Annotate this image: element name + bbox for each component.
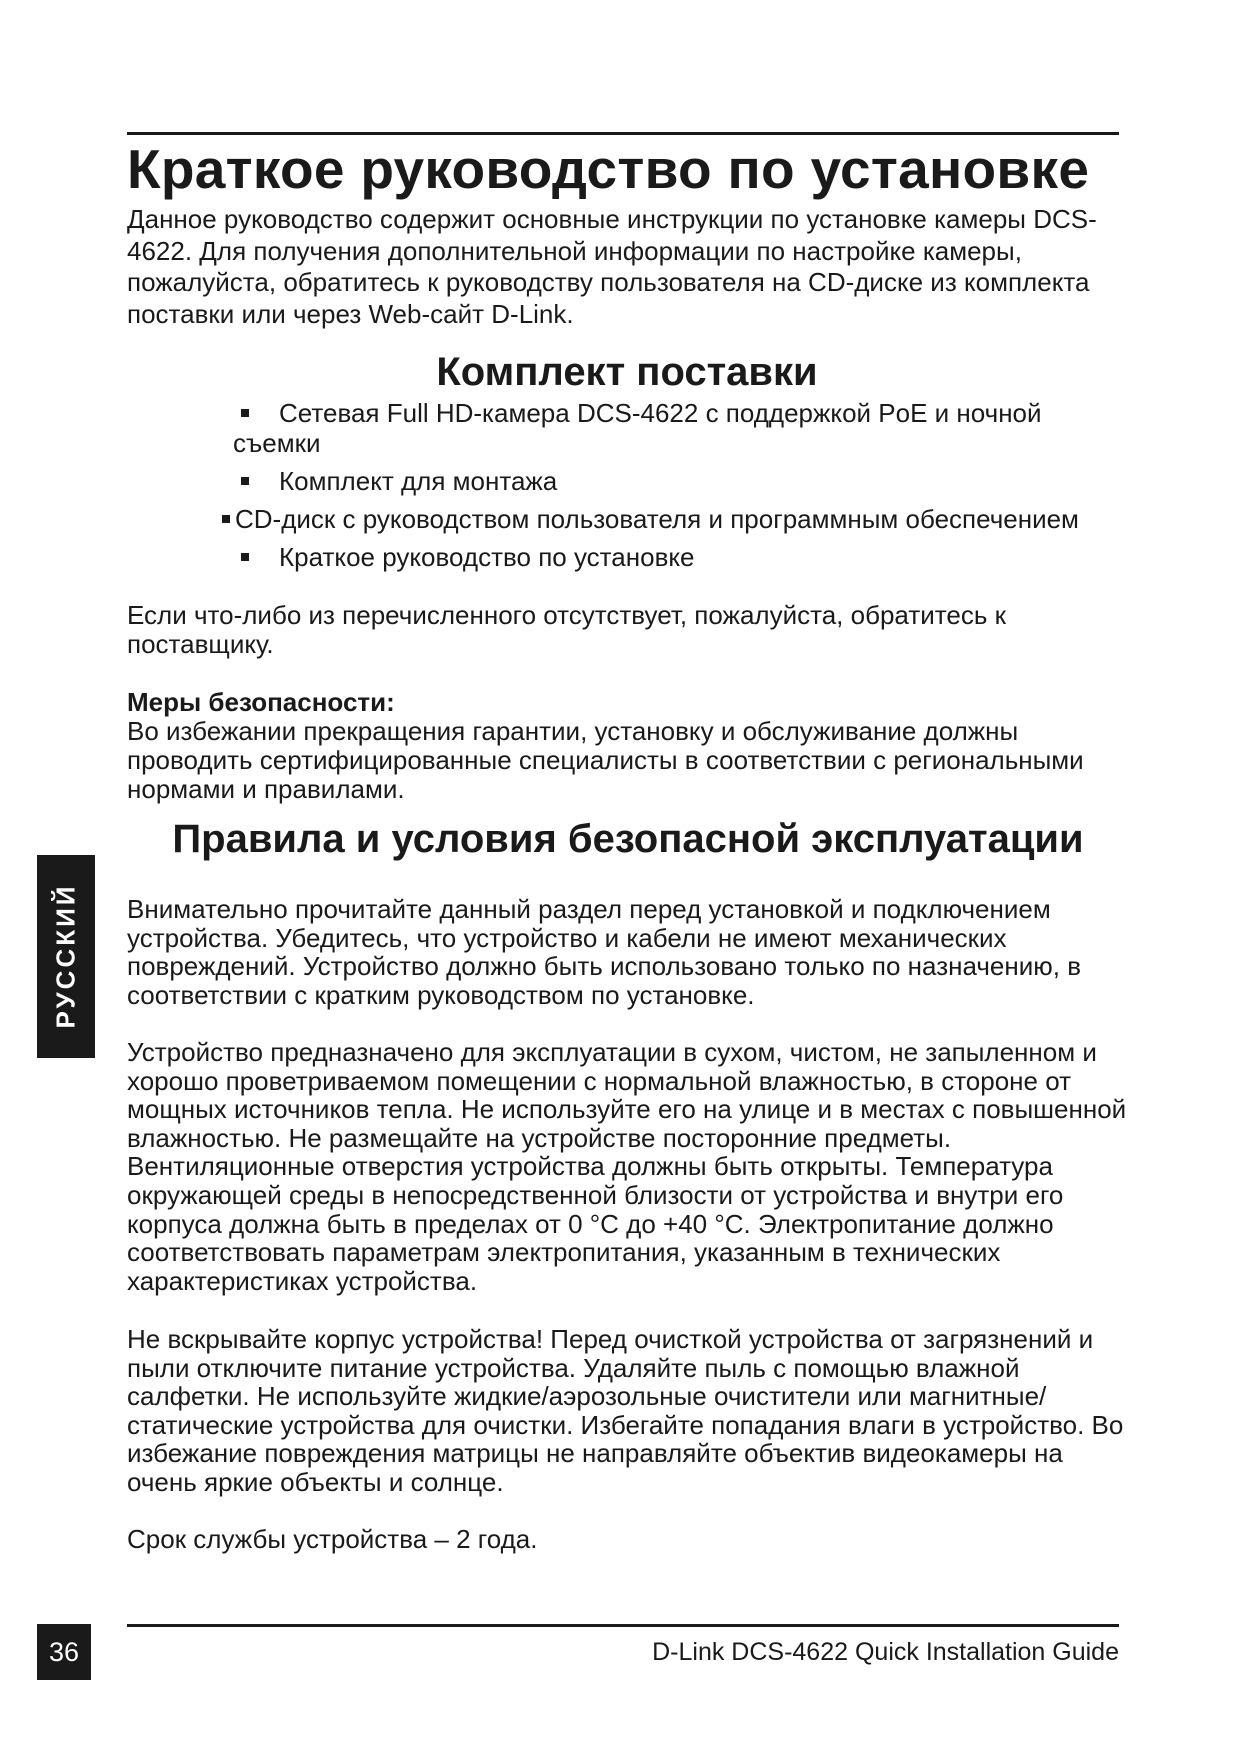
bullet-icon: [241, 553, 249, 561]
list-item-text: съемки: [233, 428, 321, 458]
language-tab-label: РУССКИЙ: [50, 883, 81, 1029]
intro-paragraph: Данное руководство содержит основные инструкции по установке камеры DCS-4622. Для получения дополнительной информации по настройке камеры, пожалуйста, обратитесь к руководству пользователя на CD-диске из комплекта поставки или через Web-сайт D-Link.: [127, 204, 1097, 329]
rules-heading: Правила и условия безопасной эксплуатации: [172, 817, 1084, 861]
top-rule: [127, 132, 1119, 135]
package-heading: Комплект поставки: [436, 350, 818, 394]
service-life-note: Срок службы устройства – 2 года.: [127, 1524, 538, 1554]
language-tab: [37, 855, 95, 1058]
list-item-text: Сетевая Full HD-камера DCS-4622 с поддержкой PoE и ночной: [279, 398, 1042, 428]
page-title: Краткое руководство по установке: [127, 138, 1090, 200]
page-number: 36: [37, 1624, 91, 1680]
list-item-text: Краткое руководство по установке: [279, 542, 695, 572]
footer-guide-title: D-Link DCS-4622 Quick Installation Guide: [652, 1638, 1119, 1666]
list-item-text: Комплект для монтажа: [279, 466, 558, 496]
list-item-text: CD-диск с руководством пользователя и программным обеспечением: [235, 504, 1079, 534]
bottom-rule: [127, 1624, 1119, 1627]
bullet-icon: [241, 477, 249, 485]
rules-paragraph-3: Не вскрывайте корпус устройства! Перед очисткой устройства от загрязнений и пыли отключите питание устройства. Удаляйте пыль с помощью влажной салфетки. Не используйте жидкие/аэрозольные очистители или магнитные/статические устройства для очистки. Избегайте попадания влаги в устройство. Во избежание повреждения матрицы не направляйте объектив видеокамеры на очень яркие объекты и солнце.: [127, 1324, 1124, 1497]
rules-paragraph-2: Устройство предназначено для эксплуатации в сухом, чистом, не запыленном и хорошо проветриваемом помещении с нормальной влажностью, в стороне от мощных источников тепла. Не используйте его на улице и в местах с повышенной влажностью. Не размещайте на устройстве посторонние предметы. Вентиляционные отверстия устройства должны быть открыты. Температура окружающей среды в непосредственной близости от устройства и внутри его корпуса должна быть в пределах от 0 °C до +40 °C. Электропитание должно соответствовать параметрам электропитания, указанным в технических характеристиках устройства.: [127, 1037, 1127, 1296]
missing-items-note: Если что-либо из перечисленного отсутствует, пожалуйста, обратитесь к поставщику.: [127, 600, 1006, 659]
bullet-icon: [241, 409, 249, 417]
safety-title: Меры безопасности:: [127, 687, 395, 717]
rules-paragraph-1: Внимательно прочитайте данный раздел перед установкой и подключением устройства. Убедитесь, что устройство и кабели не имеют механических повреждений. Устройство должно быть использовано только по назначению, в соответствии с кратким руководством по установке.: [127, 894, 1082, 1010]
safety-text: Во избежании прекращения гарантии, установку и обслуживание должны проводить сертифицированные специалисты в соответствии с региональными нормами и правилами.: [127, 716, 1084, 804]
bullet-icon: [222, 515, 230, 523]
